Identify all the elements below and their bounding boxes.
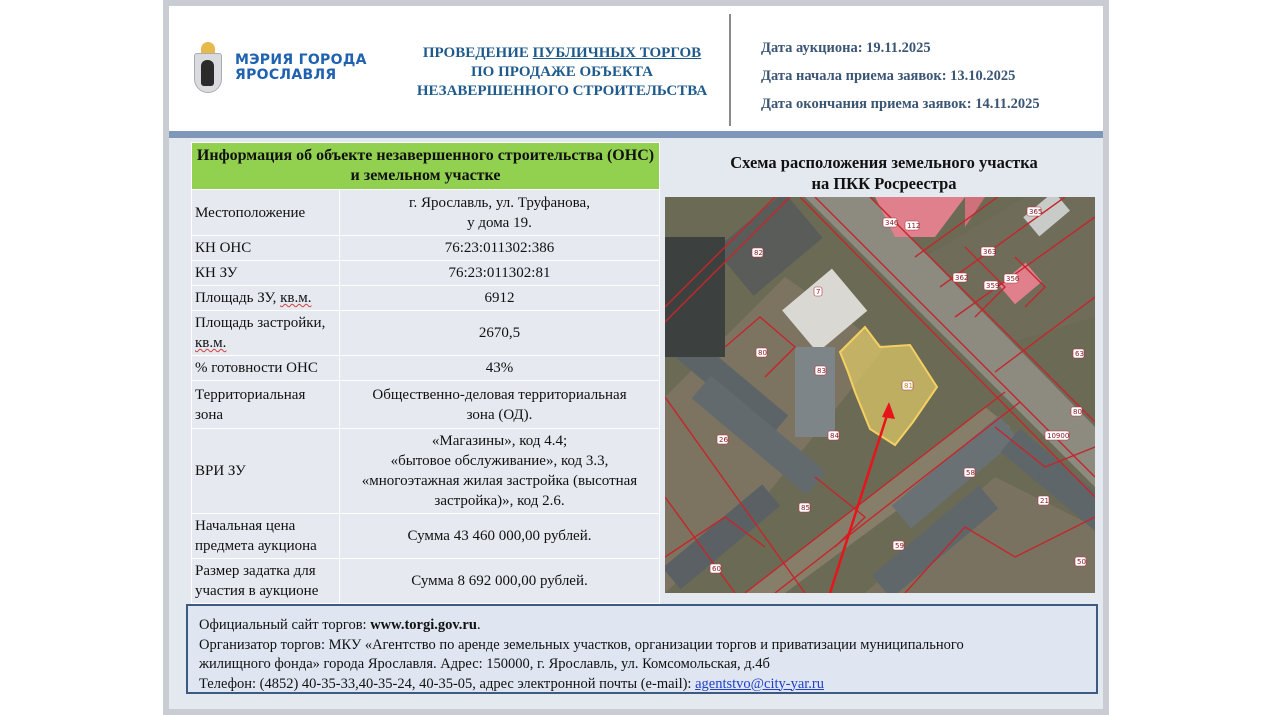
official-site-link[interactable]: www.torgi.gov.ru (370, 617, 477, 633)
svg-text:82: 82 (754, 249, 763, 257)
header-bar (169, 131, 1103, 138)
row-label: Местоположение (192, 190, 340, 236)
logo-line-2: ЯРОСЛАВЛЯ (235, 67, 337, 83)
row-value: 76:23:011302:386 (340, 236, 660, 261)
svg-text:85: 85 (801, 504, 810, 512)
table-row (192, 356, 660, 381)
table-row (192, 429, 660, 514)
row-label: Размер задатка для участия в аукционе (192, 559, 340, 604)
page-title (407, 44, 717, 101)
svg-text:63: 63 (1075, 350, 1084, 358)
auction-dates (761, 40, 1040, 124)
row-label: ВРИ ЗУ (192, 429, 340, 514)
svg-text:362: 362 (955, 274, 969, 282)
mayor-office-logo (193, 38, 373, 98)
row-value: 6912 (340, 286, 660, 311)
object-info-table (191, 142, 660, 604)
table-row (192, 514, 660, 559)
svg-text:356: 356 (1006, 275, 1020, 283)
email-link[interactable]: agentstvo@city-yar.ru (695, 675, 825, 692)
row-label: Начальная цена предмета аукциона (192, 514, 340, 559)
logo-text (235, 53, 367, 83)
svg-text:26: 26 (719, 436, 728, 444)
header (169, 6, 1103, 131)
svg-text:363: 363 (983, 248, 997, 256)
application-end-date: Дата окончания приема заявок: 14.11.2025 (761, 96, 1040, 112)
table-row (192, 261, 660, 286)
svg-text:58: 58 (966, 469, 975, 477)
row-label: КН ЗУ (192, 261, 340, 286)
header-divider (729, 14, 731, 126)
table-row (192, 559, 660, 604)
svg-text:83: 83 (817, 367, 826, 375)
svg-text:50: 50 (1077, 558, 1086, 566)
title-line-3: НЕЗАВЕРШЕННОГО СТРОИТЕЛЬСТВА (416, 83, 708, 99)
table-row (192, 286, 660, 311)
svg-text:21: 21 (1040, 497, 1049, 505)
table-row (192, 236, 660, 261)
row-label: % готовности ОНС (192, 356, 340, 381)
auction-date: Дата аукциона: 19.11.2025 (761, 40, 931, 56)
row-label: Площадь застройки, кв.м. (192, 311, 340, 356)
svg-text:80: 80 (758, 349, 767, 357)
table-heading: Информация об объекте незавершенного строительства (ОНС) и земельном участке (192, 143, 660, 190)
official-site-line: Официальный сайт торгов: www.torgi.gov.ru. (199, 617, 481, 633)
application-start-date: Дата начала приема заявок: 13.10.2025 (761, 68, 1016, 84)
svg-text:7: 7 (816, 288, 821, 296)
table-row (192, 311, 660, 356)
row-label: КН ОНС (192, 236, 340, 261)
organizer-line-2: жилищного фонда» города Ярославля. Адрес: 150000, г. Ярославль, ул. Комсомольская, д.4б (199, 656, 770, 672)
contact-info-box (186, 604, 1098, 694)
svg-text:80: 80 (1073, 408, 1082, 416)
svg-text:60: 60 (712, 565, 721, 573)
svg-text:112: 112 (907, 222, 921, 230)
row-value: 2670,5 (340, 311, 660, 356)
row-value: 76:23:011302:81 (340, 261, 660, 286)
title-underlined: ПУБЛИЧНЫХ ТОРГОВ (532, 45, 702, 61)
slide-content (169, 6, 1103, 709)
row-value: Сумма 43 460 000,00 рублей. (340, 514, 660, 559)
phone-line: Телефон: (4852) 40-35-33,40-35-24, 40-35-05, адрес электронной почты (e-mail): agentstvo@city-yar.ru (199, 675, 825, 692)
row-label: Площадь ЗУ, кв.м. (192, 286, 340, 311)
title-line-2: ПО ПРОДАЖЕ ОБЪЕКТА (471, 64, 653, 80)
slide (163, 0, 1109, 715)
svg-text:10900: 10900 (1047, 432, 1070, 440)
yaroslavl-crest-icon (193, 42, 223, 94)
logo-line-1: МЭРИЯ ГОРОДА (235, 52, 367, 68)
title-prefix: ПРОВЕДЕНИЕ (422, 45, 533, 61)
organizer-line-1: Организатор торгов: МКУ «Агентство по аренде земельных участков, организации торгов и приватизации муниципального (199, 636, 964, 653)
row-value: Сумма 8 692 000,00 рублей. (340, 559, 660, 604)
svg-text:84: 84 (830, 432, 839, 440)
svg-text:59: 59 (895, 542, 904, 550)
table-row (192, 381, 660, 429)
svg-text:365: 365 (1029, 208, 1043, 216)
row-value: «Магазины», код 4.4; «бытовое обслуживание», код 3.3, «многоэтажная жилая застройка (высотная застройка)», код 2.6. (340, 429, 660, 514)
row-value: г. Ярославль, ул. Труфанова, у дома 19. (340, 190, 660, 236)
table-row (192, 190, 660, 236)
row-value: 43% (340, 356, 660, 381)
row-value: Общественно-деловая территориальная зона (ОД). (340, 381, 660, 429)
map-title: Схема расположения земельного участка на ПКК Росреестра (730, 153, 1038, 193)
svg-text:359: 359 (986, 282, 1000, 290)
svg-text:81: 81 (904, 382, 913, 390)
cadastral-map-image (665, 197, 1095, 593)
svg-text:346: 346 (885, 219, 899, 227)
row-label: Территориальная зона (192, 381, 340, 429)
